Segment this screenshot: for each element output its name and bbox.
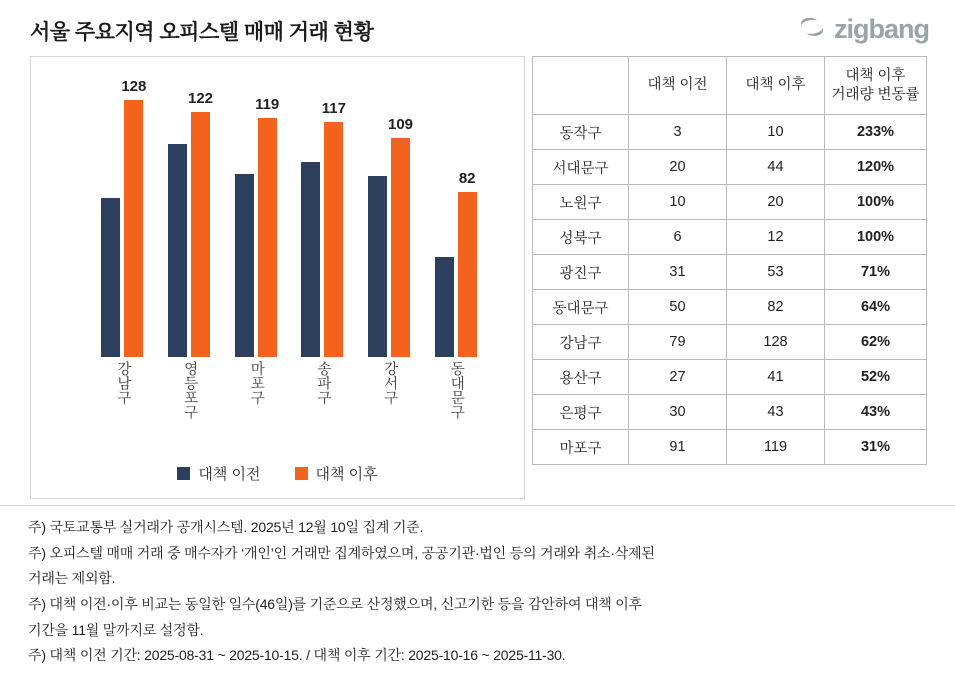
cell-delta: 64% xyxy=(825,290,927,325)
column-header-region xyxy=(533,57,629,115)
bar-group xyxy=(156,75,223,357)
x-axis-tick-label: 동대문구 xyxy=(448,361,465,419)
footnote-line: 거래는 제외함. xyxy=(28,570,116,587)
cell-before: 50 xyxy=(629,290,727,325)
cell-region: 서대문구 xyxy=(533,150,629,185)
legend-label: 대책 이전 xyxy=(198,466,261,483)
legend-item-before xyxy=(177,463,260,484)
bar-after xyxy=(458,170,477,357)
bar-group xyxy=(89,75,156,357)
cell-region: 노원구 xyxy=(533,185,629,220)
brand-name: zigbang xyxy=(834,14,929,44)
zigbang-logo-icon xyxy=(797,14,827,45)
data-table-wrapper xyxy=(532,56,926,465)
column-header-after: 대책 이후 xyxy=(727,57,825,115)
x-axis-tick-label: 마포구 xyxy=(248,361,265,405)
cell-before: 27 xyxy=(629,360,727,395)
bar-before xyxy=(235,174,254,357)
cell-region: 용산구 xyxy=(533,360,629,395)
footnote-line: 주) 국토교통부 실거래가 공개시스템. 2025년 12월 10일 집계 기준. xyxy=(28,519,424,535)
cell-region: 성북구 xyxy=(533,220,629,255)
legend-swatch-icon xyxy=(295,467,308,480)
table-row xyxy=(533,115,927,150)
cell-delta: 100% xyxy=(825,185,927,220)
footnote-line: 주) 오피스텔 매매 거래 중 매수자가 ‘개인’인 거래만 집계하였으며, 공공기관·법인 등의 거래와 취소·삭제된 xyxy=(28,544,655,561)
x-axis-tick-label: 강남구 xyxy=(114,361,131,405)
cell-delta: 52% xyxy=(825,360,927,395)
x-axis-tick-label: 영등포구 xyxy=(181,361,198,419)
bar-before xyxy=(368,176,387,357)
data-table xyxy=(532,56,927,465)
cell-region: 마포구 xyxy=(533,430,629,465)
bar-group xyxy=(289,75,356,357)
cell-delta: 100% xyxy=(825,220,927,255)
bar-value-label: 109 xyxy=(388,116,414,133)
cell-before: 30 xyxy=(629,395,727,430)
column-header-before: 대책 이전 xyxy=(629,57,727,115)
cell-after: 44 xyxy=(727,150,825,185)
cell-after: 41 xyxy=(727,360,825,395)
legend-item-after xyxy=(295,463,378,484)
bar-chart-panel xyxy=(30,56,525,499)
cell-after: 82 xyxy=(727,290,825,325)
bar-group xyxy=(422,75,489,357)
bar-group xyxy=(222,75,289,357)
bar-before xyxy=(435,257,454,357)
bar-value-label: 128 xyxy=(121,78,147,95)
bar-before xyxy=(101,198,120,357)
table-header-row xyxy=(533,57,927,115)
footnote-line: 기간을 11월 말까지로 설정함. xyxy=(28,621,204,638)
bar-value-label: 119 xyxy=(255,96,280,113)
cell-region: 은평구 xyxy=(533,395,629,430)
bar-after xyxy=(321,100,346,357)
legend-swatch-icon xyxy=(177,467,190,480)
bar-before xyxy=(301,162,320,357)
table-row xyxy=(533,395,927,430)
footnote-line: 주) 대책 이전 기간: 2025-08-31 ~ 2025-10-15. / 대책 이후 기간: 2025-10-16 ~ 2025-11-30. xyxy=(28,647,566,664)
bar-group xyxy=(356,75,423,357)
cell-after: 10 xyxy=(727,115,825,150)
cell-region: 강남구 xyxy=(533,325,629,360)
cell-before: 31 xyxy=(629,255,727,290)
cell-after: 119 xyxy=(727,430,825,465)
bar-after xyxy=(121,78,147,357)
chart-plot-area xyxy=(31,57,524,419)
cell-region: 동대문구 xyxy=(533,290,629,325)
cell-delta: 120% xyxy=(825,150,927,185)
table-row xyxy=(533,255,927,290)
x-axis-tick-label: 강서구 xyxy=(381,361,398,405)
bar-value-label: 122 xyxy=(187,90,214,107)
bar-groups xyxy=(89,75,489,357)
bar-before xyxy=(168,144,187,357)
page-title: 서울 주요지역 오피스텔 매매 거래 현황 xyxy=(30,21,374,44)
table-row xyxy=(533,290,927,325)
cell-before: 91 xyxy=(629,430,727,465)
table-row xyxy=(533,150,927,185)
x-axis-tick-label: 송파구 xyxy=(314,361,331,405)
cell-delta: 31% xyxy=(825,430,927,465)
cell-delta: 43% xyxy=(825,395,927,430)
table-row xyxy=(533,220,927,255)
chart-legend xyxy=(31,463,524,484)
cell-delta: 233% xyxy=(825,115,927,150)
column-header-delta-line2: 거래량 변동률 xyxy=(831,86,920,103)
cell-after: 12 xyxy=(727,220,825,255)
bar-value-label: 82 xyxy=(458,170,476,187)
bar-after xyxy=(388,116,414,357)
cell-region: 광진구 xyxy=(533,255,629,290)
x-axis-labels xyxy=(89,361,489,455)
table-row xyxy=(533,360,927,395)
cell-after: 43 xyxy=(727,395,825,430)
column-header-delta xyxy=(825,57,927,115)
cell-before: 10 xyxy=(629,185,727,220)
cell-before: 79 xyxy=(629,325,727,360)
table-row xyxy=(533,430,927,465)
page-header xyxy=(0,0,955,54)
brand-logo xyxy=(797,14,929,45)
bar-value-label: 117 xyxy=(321,100,346,117)
cell-before: 3 xyxy=(629,115,727,150)
cell-after: 20 xyxy=(727,185,825,220)
bar-after xyxy=(187,90,214,357)
cell-before: 6 xyxy=(629,220,727,255)
footnote-line: 주) 대책 이전·이후 비교는 동일한 일수(46일)를 기준으로 산정했으며, 신고기한 등을 감안하여 대책 이후 xyxy=(28,596,642,613)
bar-after xyxy=(255,96,280,357)
column-header-delta-line1: 대책 이후 xyxy=(845,68,906,85)
cell-region: 동작구 xyxy=(533,115,629,150)
legend-label: 대책 이후 xyxy=(315,466,378,483)
cell-after: 53 xyxy=(727,255,825,290)
cell-delta: 62% xyxy=(825,325,927,360)
cell-after: 128 xyxy=(727,325,825,360)
cell-delta: 71% xyxy=(825,255,927,290)
cell-before: 20 xyxy=(629,150,727,185)
table-row xyxy=(533,185,927,220)
footnotes xyxy=(0,505,955,670)
table-row xyxy=(533,325,927,360)
